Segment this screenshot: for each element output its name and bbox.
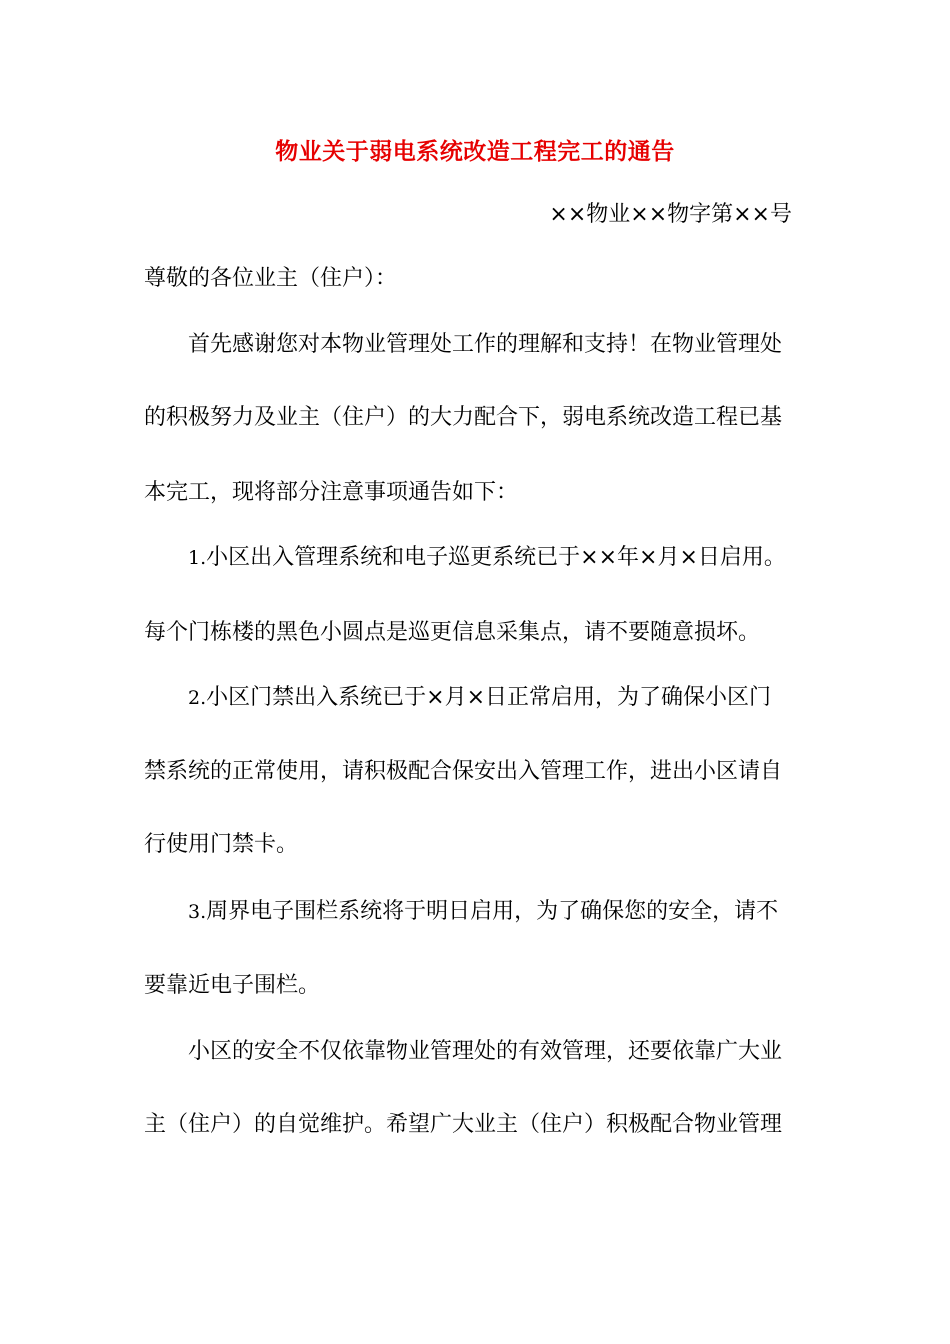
- item2-number: 2.: [188, 687, 207, 709]
- item3-text: 周界电子围栏系统将于明日启用，为了确保您的安全，请不: [206, 899, 779, 924]
- item1-line2: 每个门栋楼的黑色小圆点是巡更信息采集点，请不要随意损坏。: [144, 620, 761, 645]
- greeting: 尊敬的各位业主（住户）：: [144, 266, 398, 291]
- document-number: ××物业××物字第××号: [549, 202, 792, 227]
- para1-line3: 本完工，现将部分注意事项通告如下：: [144, 480, 519, 505]
- item2-line3: 行使用门禁卡。: [144, 832, 299, 857]
- closing-line2: 主（住户）的自觉维护。希望广大业主（住户）积极配合物业管理: [144, 1112, 783, 1137]
- closing-line1: 小区的安全不仅依靠物业管理处的有效管理，还要依靠广大业: [188, 1039, 783, 1064]
- para1-line1: 首先感谢您对本物业管理处工作的理解和支持！在物业管理处: [188, 332, 783, 357]
- item2-text: 小区门禁出入系统已于×月×日正常启用，为了确保小区门: [206, 685, 772, 710]
- item2-line1: [188, 681, 771, 715]
- item1-line1: [188, 541, 786, 575]
- para1-line2: 的积极努力及业主（住户）的大力配合下，弱电系统改造工程已基: [144, 405, 783, 430]
- item3-number: 3.: [188, 901, 207, 923]
- item1-text: 小区出入管理系统和电子巡更系统已于××年×月×日启用。: [206, 545, 786, 570]
- document-title: 物业关于弱电系统改造工程完工的通告: [275, 139, 675, 165]
- item3-line1: [188, 895, 778, 929]
- item3-line2: 要靠近电子围栏。: [144, 973, 321, 998]
- item2-line2: 禁系统的正常使用，请积极配合保安出入管理工作，进出小区请自: [144, 759, 783, 784]
- item1-number: 1.: [188, 547, 207, 569]
